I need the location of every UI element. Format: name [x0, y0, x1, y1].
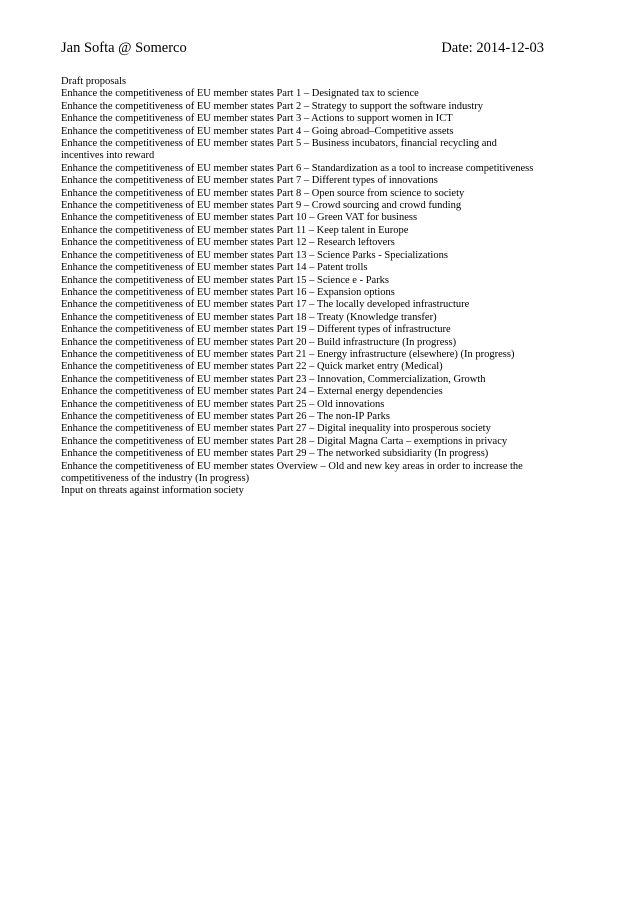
proposal-line: Enhance the competitiveness of EU member states Part 24 – External energy dependencies: [61, 386, 443, 398]
proposal-line: Enhance the competitiveness of EU member states Part 3 – Actions to support women in ICT: [61, 113, 453, 125]
proposal-line: Enhance the competitiveness of EU member states Part 20 – Build infrastructure (In progress): [61, 336, 457, 348]
proposal-line: Enhance the competitiveness of EU member states Part 11 – Keep talent in Europe: [61, 224, 409, 236]
proposal-line: Enhance the competitiveness of EU member states Part 4 – Going abroad–Competitive assets: [61, 125, 454, 137]
proposal-line: Enhance the competitiveness of EU member states Part 27 – Digital inequality into prosperous society: [61, 423, 491, 435]
proposal-line: Enhance the competitiveness of EU member states Part 28 – Digital Magna Carta – exemptions in privacy: [61, 435, 508, 447]
proposal-line: Enhance the competitiveness of EU member states Part 19 – Different types of infrastructure: [61, 324, 451, 336]
proposal-line: Enhance the competitiveness of EU member states Part 16 – Expansion options: [61, 286, 395, 298]
proposal-line: Enhance the competitiveness of EU member states Part 12 – Research leftovers: [61, 237, 395, 249]
proposal-line: Enhance the competitiveness of EU member states Part 22 – Quick market entry (Medical): [61, 361, 443, 373]
proposal-line: Enhance the competitiveness of EU member states Part 10 – Green VAT for business: [61, 212, 418, 224]
proposal-line: Enhance the competitiveness of EU member states Part 14 – Patent trolls: [61, 262, 368, 274]
page-header: [61, 38, 544, 58]
proposal-line: Enhance the competitiveness of EU member states Part 23 – Innovation, Commercialization, Growth: [61, 373, 486, 385]
proposal-line: Enhance the competitiveness of EU member states Part 7 – Different types of innovations: [61, 175, 438, 187]
proposal-line: Enhance the competitiveness of EU member states Part 9 – Crowd sourcing and crowd funding: [61, 200, 462, 212]
header-date: Date: 2014-12-03: [441, 40, 544, 56]
proposal-line: Enhance the competitiveness of EU member states Part 15 – Science e - Parks: [61, 274, 390, 286]
proposal-line: Enhance the competitiveness of EU member states Part 17 – The locally developed infrastructure: [61, 299, 470, 311]
proposal-line: Enhance the competitiveness of EU member states Part 5 – Business incubators, financial recycling and incentives into reward: [61, 138, 497, 162]
proposal-line: Enhance the competitiveness of EU member states Part 18 – Treaty (Knowledge transfer): [61, 311, 437, 323]
proposal-line: Enhance the competitiveness of EU member states Part 21 – Energy infrastructure (elsewhere) (In progress): [61, 348, 515, 360]
proposal-line: Enhance the competitiveness of EU member states Part 8 – Open source from science to society: [61, 187, 465, 199]
proposal-line: Enhance the competitiveness of EU member states Part 13 – Science Parks - Specializations: [61, 249, 448, 261]
proposal-line: Enhance the competitiveness of EU member states Part 26 – The non-IP Parks: [61, 410, 390, 422]
proposal-line: Input on threats against information society: [61, 485, 244, 497]
proposal-line: Enhance the competitiveness of EU member states Part 1 – Designated tax to science: [61, 88, 419, 100]
section-heading: Draft proposals: [61, 76, 127, 87]
proposal-line: Enhance the competitiveness of EU member states Overview – Old and new key areas in order to increase the competitiveness of the industry (In progress): [61, 460, 523, 484]
header-author: Jan Softa @ Somerco: [61, 40, 187, 56]
proposal-line: Enhance the competitiveness of EU member states Part 25 – Old innovations: [61, 398, 385, 410]
document-body: [61, 76, 541, 498]
proposal-line: Enhance the competitiveness of EU member states Part 2 – Strategy to support the software industry: [61, 100, 483, 112]
proposal-line: Enhance the competitiveness of EU member states Part 29 – The networked subsidiarity (In progress): [61, 448, 489, 460]
proposal-line: Enhance the competitiveness of EU member states Part 6 – Standardization as a tool to increase competitiveness: [61, 162, 534, 174]
